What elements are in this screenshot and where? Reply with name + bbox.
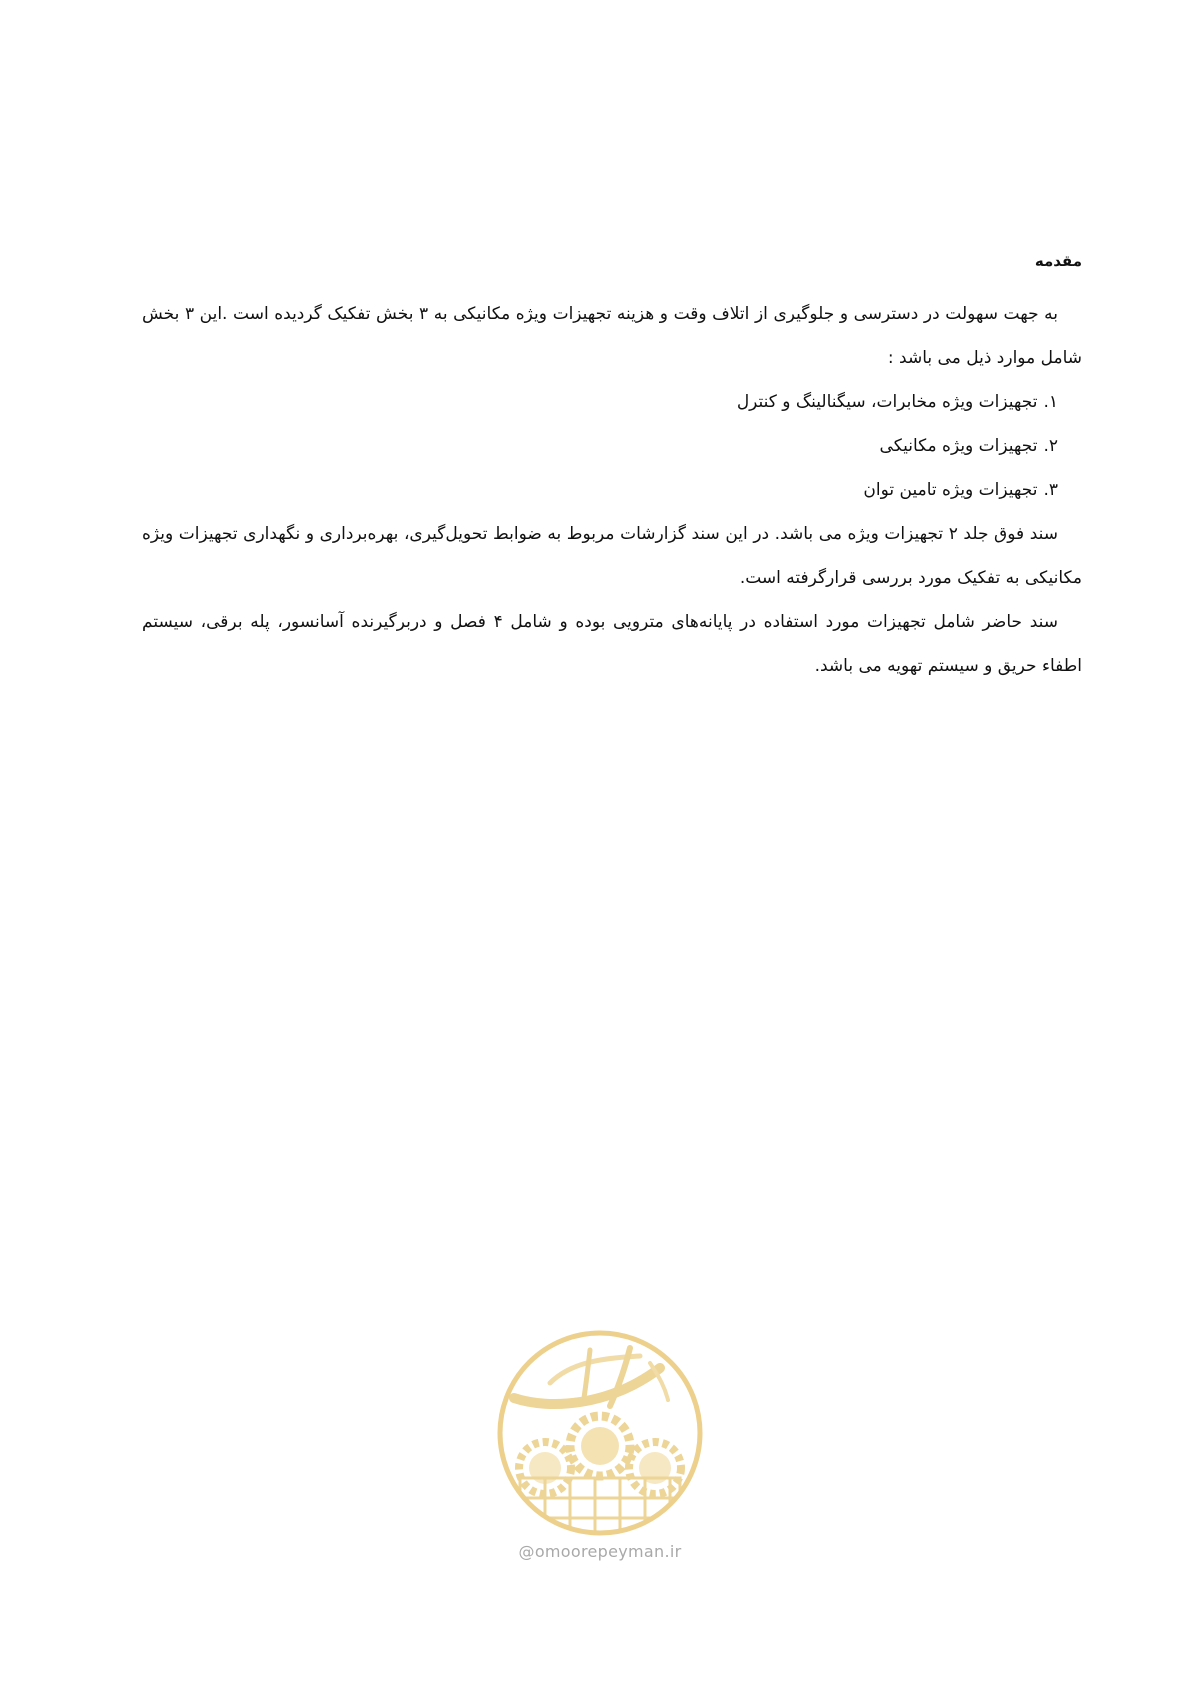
list-item-number: ۲. bbox=[1043, 436, 1058, 456]
sections-list bbox=[142, 380, 1082, 512]
watermark-url: @omoorepeyman.ir bbox=[518, 1542, 682, 1561]
seal-icon bbox=[490, 1328, 710, 1538]
list-item-text: تجهیزات ویژه مکانیکی bbox=[879, 436, 1038, 456]
scope-paragraph: سند حاضر شامل تجهیزات مورد استفاده در پایانه‌های مترویی بوده و شامل ۴ فصل و دربرگیرنده آسانسور، پله برقی، سیستم اطفاء حریق و سیستم تهویه می باشد. bbox=[142, 612, 1082, 676]
volume-paragraph: سند فوق جلد ۲ تجهیزات ویژه می باشد. در این سند گزارشات مربوط به ضوابط تحویل‌گیری، بهره‌برداری و نگهداری تجهیزات ویژه مکانیکی به تفکیک مورد بررسی قرارگرفته است. bbox=[142, 524, 1082, 588]
watermark-logo bbox=[490, 1328, 710, 1576]
document-body bbox=[142, 250, 1082, 688]
intro-paragraph: به جهت سهولت در دسترسی و جلوگیری از اتلاف وقت و هزینه تجهیزات ویژه مکانیکی به ۳ بخش تفکیک گردیده است .این ۳ بخش شامل موارد ذیل می باشد : bbox=[142, 304, 1082, 368]
list-item-text: تجهیزات ویژه مخابرات، سیگنالینگ و کنترل bbox=[736, 392, 1038, 412]
list-item bbox=[142, 468, 1082, 512]
list-item bbox=[142, 380, 1082, 424]
section-heading: مقدمه bbox=[1034, 252, 1082, 270]
list-item-number: ۳. bbox=[1043, 480, 1058, 500]
list-item-text: تجهیزات ویژه تامین توان bbox=[863, 480, 1038, 500]
list-item bbox=[142, 424, 1082, 468]
list-item-number: ۱. bbox=[1043, 392, 1058, 412]
